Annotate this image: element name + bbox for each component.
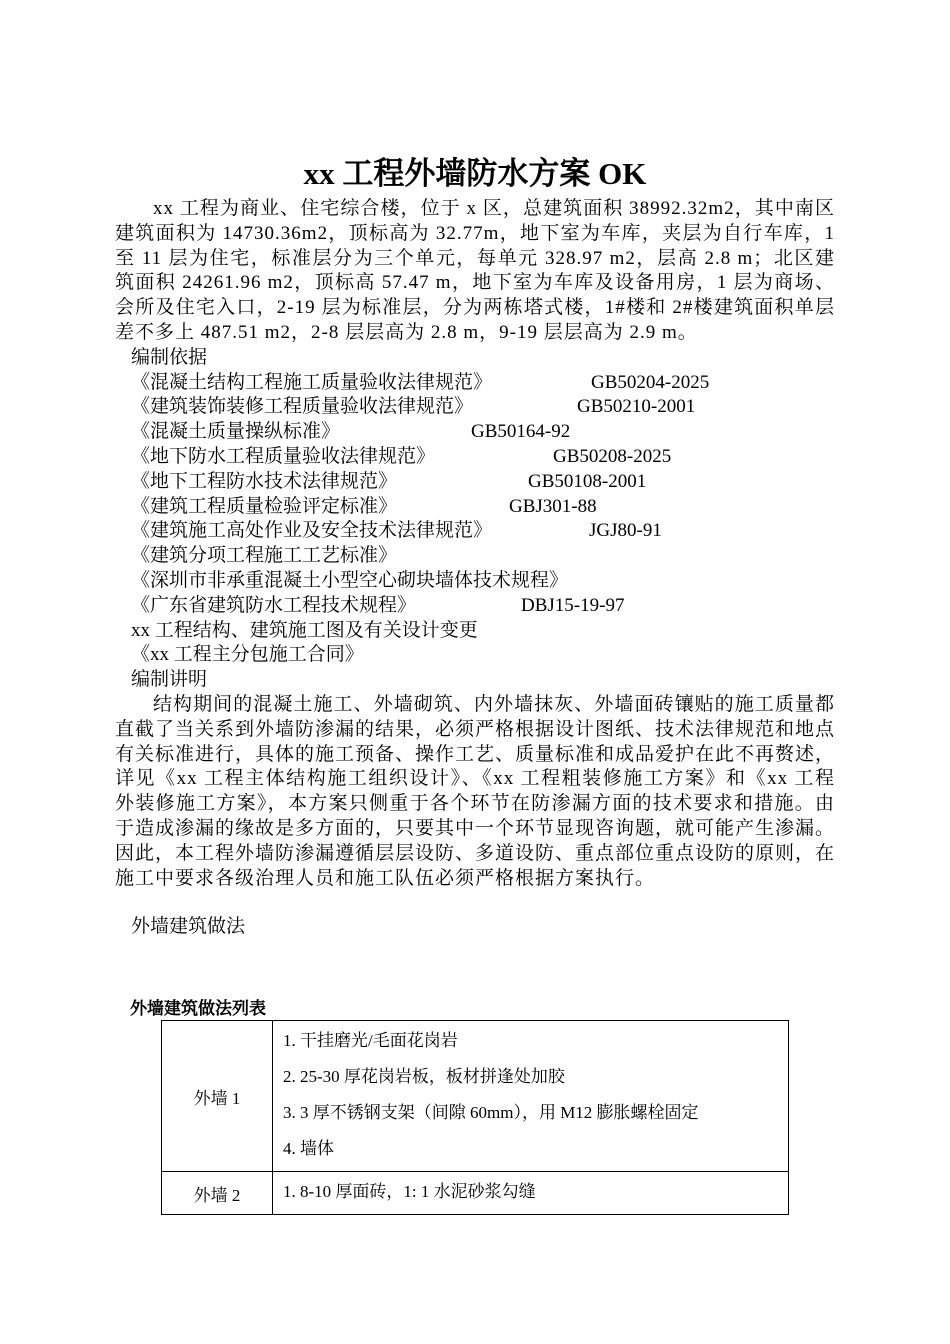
reference-name: 《混凝土结构工程施工质量验收法律规范》	[131, 371, 493, 393]
reference-code: GB50204-2025	[591, 371, 710, 393]
wall-type-name: 外墙 2	[162, 1172, 273, 1215]
reference-item	[115, 519, 835, 544]
reference-name: 《地下防水工程质量验收法律规范》	[131, 445, 436, 467]
reference-code: JGJ80-91	[589, 520, 662, 542]
reference-item	[115, 445, 835, 470]
reference-code: GB50164-92	[471, 421, 571, 443]
reference-item	[115, 495, 835, 520]
wall-type-name: 外墙 1	[162, 1021, 273, 1172]
reference-code: GB50108-2001	[528, 470, 647, 492]
extra-basis-item: xx 工程结构、建筑施工图及有关设计变更	[131, 619, 478, 641]
wall-layers	[273, 1172, 789, 1215]
reference-item	[115, 420, 835, 445]
reference-name: 《深圳市非承重混凝土小型空心砌块墙体技术规程》	[131, 569, 569, 591]
reference-item	[115, 395, 835, 420]
layer-item: 4. 墙体	[283, 1139, 334, 1158]
practice-heading: 外墙建筑做法	[131, 916, 246, 938]
reference-name: 《建筑装饰装修工程质量验收法律规范》	[131, 396, 474, 418]
reference-code: GB50210-2001	[577, 396, 696, 418]
notes-paragraph: 结构期间的混凝土施工、外墙砌筑、内外墙抹灰、外墙面砖镶贴的施工质量都直截了当关系到外墙防渗漏的结果，必须严格根据设计图纸、技术法律规范和地点有关标准进行，具体的施工预备、操作工艺、质量标准和成品爱护在此不再赘述，详见《xx 工程主体结构施工组织设计》、《xx 工程粗装修施工方案》和《xx 工程外装修施工方案》，本方案只侧重于各个环节在防渗漏方面的技术要求和措施。由于造成渗漏的缘故是多方面的，只要其中一个环节显现咨询题，就可能产生渗漏。因此，本工程外墙防渗漏遵循层层设防、多道设防、重点部位重点设防的原则，在施工中要求各级治理人员和施工队伍必须严格根据方案执行。	[115, 693, 836, 889]
reference-code: GBJ301-88	[509, 495, 597, 517]
reference-item	[115, 594, 835, 619]
basis-heading: 编制依据	[131, 346, 208, 368]
notes-heading: 编制讲明	[131, 669, 208, 691]
reference-name: 《建筑工程质量检验评定标准》	[131, 495, 398, 517]
reference-item	[115, 470, 835, 495]
wall-practice-table	[161, 1020, 789, 1215]
reference-item	[115, 569, 835, 594]
reference-code: GB50208-2025	[553, 445, 672, 467]
document-body	[115, 197, 835, 940]
table-row	[162, 1172, 789, 1215]
reference-name: 《广东省建筑防水工程技术规程》	[131, 594, 417, 616]
layer-item: 1. 干挂磨光/毛面花岗岩	[283, 1031, 458, 1050]
layer-item: 2. 25-30 厚花岗岩板，板材拼逢处加胶	[283, 1067, 565, 1086]
reference-code: DBJ15-19-97	[521, 594, 625, 616]
reference-name: 《混凝土质量操纵标准》	[131, 421, 341, 443]
reference-name: 《地下工程防水技术法律规范》	[131, 470, 398, 492]
wall-layers	[273, 1021, 789, 1172]
table-row	[162, 1021, 789, 1172]
table-caption: 外墙建筑做法列表	[130, 999, 266, 1019]
reference-name: 《建筑分项工程施工工艺标准》	[131, 545, 398, 567]
document-title: xx 工程外墙防水方案 OK	[303, 156, 647, 191]
intro-paragraph: xx 工程为商业、住宅综合楼，位于 x 区，总建筑面积 38992.32m2，其中南区建筑面积为 14730.36m2，顶标高为 32.77m，地下室为车库，夹层为自行车库，1 至 11 层为住宅，标准层分为三个单元，每单元 328.97 m2，层高 2.8 m；北区建筑面积 24261.96 m2，顶标高 57.47 m，地下室为车库及设备用房，1 层为商场、会所及住宅入口，2-19 层为标准层，分为两栋塔式楼，1#楼和 2#楼建筑面积单层差不多上 487.51 m2，2-8 层层高为 2.8 m，9-19 层层高为 2.9 m。	[115, 198, 835, 343]
reference-item	[115, 544, 835, 569]
extra-basis-item: 《xx 工程主分包施工合同》	[131, 644, 364, 666]
reference-name: 《建筑施工高处作业及安全技术法律规范》	[131, 520, 493, 542]
reference-item	[115, 371, 835, 396]
layer-item: 1. 8-10 厚面砖，1: 1 水泥砂浆勾缝	[283, 1182, 536, 1201]
layer-item: 3. 3 厚不锈钢支架（间隙 60mm），用 M12 膨胀螺栓固定	[283, 1103, 699, 1122]
